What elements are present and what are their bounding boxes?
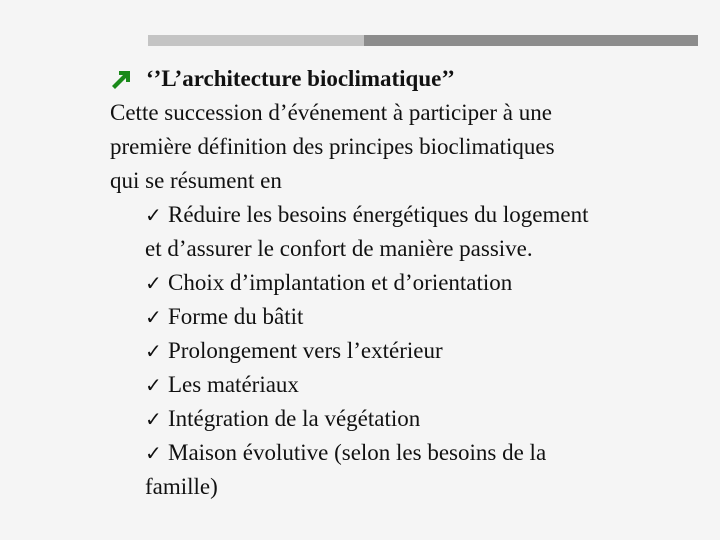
bullet-line (145, 368, 710, 402)
slide-title: ‘’L’architecture bioclimatique’’ (146, 66, 455, 91)
header-bar-light (148, 35, 364, 46)
intro-line: Cette succession d’événement à participer à une (110, 100, 552, 125)
checkmark-icon: ✓ (145, 407, 162, 431)
slide-content (110, 62, 710, 504)
list-item (145, 300, 710, 334)
checkmark-icon: ✓ (145, 305, 162, 329)
green-arrow-icon (110, 69, 132, 91)
intro-line: qui se résument en (110, 168, 282, 193)
list-item (145, 266, 710, 300)
bullet-line (145, 266, 710, 300)
bullet-text: Réduire les besoins énergétiques du logement (168, 202, 589, 227)
bullet-text: Maison évolutive (selon les besoins de la (168, 440, 547, 465)
checkmark-icon: ✓ (145, 203, 162, 227)
checkmark-icon: ✓ (145, 373, 162, 397)
list-item (145, 368, 710, 402)
intro-paragraph (110, 96, 710, 198)
bullet-text: Les matériaux (168, 372, 299, 397)
bullet-text: Choix d’implantation et d’orientation (168, 270, 513, 295)
list-item (145, 334, 710, 368)
bullet-text: Intégration de la végétation (168, 406, 421, 431)
header-bar-dark (364, 35, 698, 46)
list-item (145, 402, 710, 436)
slide-title-row (110, 62, 710, 96)
bullet-continuation: famille) (145, 474, 218, 499)
checkmark-icon: ✓ (145, 441, 162, 465)
list-item (145, 198, 710, 266)
bullet-text: Forme du bâtit (168, 304, 304, 329)
bullet-list (110, 198, 710, 504)
bullet-text: Prolongement vers l’extérieur (168, 338, 443, 363)
bullet-line (145, 402, 710, 436)
checkmark-icon: ✓ (145, 271, 162, 295)
list-item (145, 436, 710, 504)
bullet-continuation: et d’assurer le confort de manière passive. (145, 236, 533, 261)
bullet-line (145, 436, 710, 470)
bullet-line (145, 300, 710, 334)
checkmark-icon: ✓ (145, 339, 162, 363)
bullet-line (145, 198, 710, 232)
intro-line: première définition des principes bioclimatiques (110, 134, 555, 159)
bullet-line (145, 334, 710, 368)
